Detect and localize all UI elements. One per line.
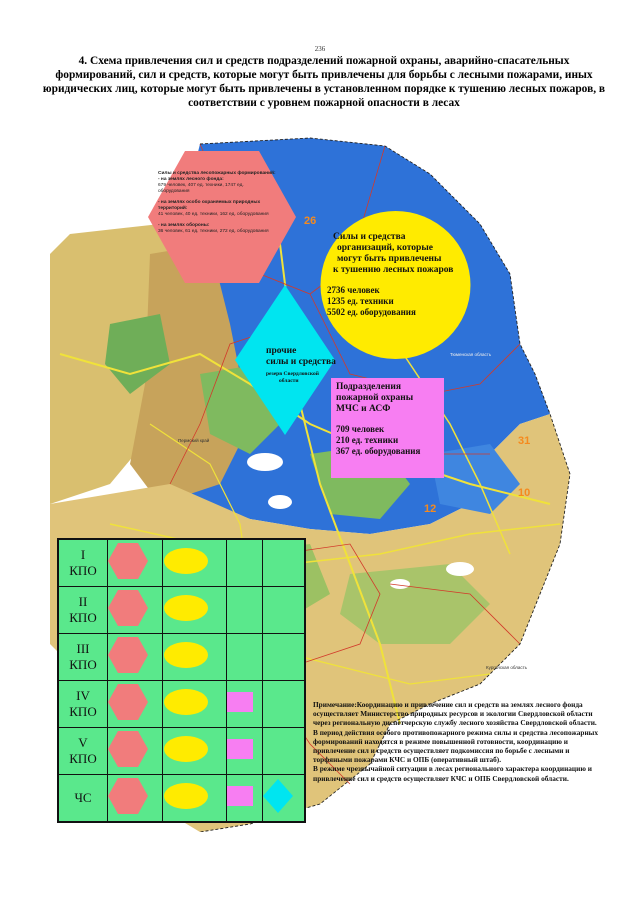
district-number-26: 26 bbox=[304, 215, 317, 227]
legend-level-label: ЧС bbox=[74, 790, 92, 805]
legend-pink-cell bbox=[226, 681, 262, 728]
district-number-31: 31 bbox=[518, 435, 531, 447]
legend-row bbox=[59, 634, 305, 681]
legend-hexagon bbox=[108, 543, 148, 579]
organizations-heading-1: Силы и средства bbox=[333, 232, 406, 242]
note-paragraph-1: Примечание:Координацию и привлечение сил и средств на землях лесного фонда осуществляет Министерство природных ресурсов и экологии Свердловской области через региональную диспетчерскую службу лесного хозяйства Свердловской области. bbox=[313, 700, 597, 728]
legend-level-label: II bbox=[78, 594, 88, 609]
legend-level-suffix: КПО bbox=[69, 704, 97, 719]
legend-row bbox=[59, 587, 305, 634]
legend-level-cell bbox=[59, 540, 108, 587]
region-label-perm: Пермский край bbox=[178, 438, 210, 443]
mchs-vehicles: 210 ед. техники bbox=[336, 435, 399, 445]
forest-fund-values: 679 человек, 407 ед. техники, 1747 ед. оборудования bbox=[158, 183, 244, 194]
legend-ellipse bbox=[163, 641, 209, 669]
protected-areas-heading: - на землях особо охраняемых природных территорий: bbox=[158, 200, 261, 211]
defense-lands-heading: - на землях обороны: bbox=[158, 223, 210, 228]
legend-hex-cell bbox=[108, 540, 163, 587]
legend-level-suffix: КПО bbox=[69, 610, 97, 625]
legend-level-suffix: КПО bbox=[69, 657, 97, 672]
protected-areas-values: 41 человек, 40 ед. техники, 162 ед. оборудования bbox=[158, 212, 269, 217]
other-forces-heading-1: прочие bbox=[266, 346, 297, 356]
legend-ellipse bbox=[163, 688, 209, 716]
legend-row bbox=[59, 681, 305, 728]
district-number-10: 10 bbox=[518, 487, 531, 499]
legend-row bbox=[59, 728, 305, 775]
note-text bbox=[313, 700, 599, 783]
other-forces-sub-1: резерв Свердловской bbox=[266, 371, 319, 377]
legend-ellipse-cell bbox=[163, 775, 226, 822]
legend-level-cell bbox=[59, 634, 108, 681]
legend-hexagon bbox=[108, 637, 148, 673]
page-number: 236 bbox=[314, 45, 326, 53]
legend-level-label: V bbox=[78, 735, 88, 750]
legend-pink-square bbox=[227, 786, 253, 806]
legend-hexagon bbox=[108, 731, 148, 767]
organizations-heading-4: к тушению лесных пожаров bbox=[333, 265, 454, 275]
legend-pink-cell bbox=[226, 634, 262, 681]
organizations-forces-text bbox=[327, 232, 467, 318]
organizations-people: 2736 человек bbox=[327, 285, 380, 295]
mchs-heading-3: МЧС и АСФ bbox=[336, 404, 391, 414]
legend-level-cell bbox=[59, 587, 108, 634]
other-forces-sub-2: области bbox=[279, 378, 299, 384]
mchs-equipment: 367 ед. оборудования bbox=[336, 446, 421, 456]
legend-ellipse bbox=[163, 594, 209, 622]
organizations-heading-3: могут быть привлечены bbox=[337, 254, 442, 264]
legend-pink-cell bbox=[226, 587, 262, 634]
page-title: 4. Схема привлечения сил и средств подразделений пожарной охраны, аварийно-спасательных формирований, сил и средств, которые могут быть привлечены для борьбы с лесными пожарами, иных юридических лиц, которые могут быть привлечены в установленном порядке к тушению лесных пожаров, в соответствии с уровнем пожарной опасности в лесах bbox=[42, 55, 606, 109]
legend-pink-square bbox=[227, 739, 253, 759]
mchs-heading-2: пожарной охраны bbox=[336, 393, 414, 403]
legend-diamond-cell bbox=[263, 775, 305, 822]
legend-row bbox=[59, 775, 305, 822]
legend-diamond bbox=[263, 779, 293, 813]
legend-ellipse-cell bbox=[163, 634, 226, 681]
legend-diamond-cell bbox=[263, 540, 305, 587]
organizations-vehicles: 1235 ед. техники bbox=[327, 296, 394, 306]
note-paragraph-2: В период действия особого противопожарного режима силы и средства лесопожарных формирований находятся в режиме повышенной готовности, координацию и привлечение сил и средств осуществляет подкомиссия по борьбе с лесными и торфяными пожарами КЧС и ОПБ (оперативный штаб). bbox=[313, 727, 598, 765]
legend-pink-cell bbox=[226, 728, 262, 775]
legend-hex-cell bbox=[108, 728, 163, 775]
legend-ellipse-cell bbox=[163, 728, 226, 775]
legend-ellipse-cell bbox=[163, 681, 226, 728]
forest-forces-text bbox=[158, 171, 276, 235]
legend-pink-cell bbox=[226, 775, 262, 822]
legend-level-cell bbox=[59, 681, 108, 728]
legend-level-label: I bbox=[80, 547, 86, 562]
legend-row bbox=[59, 540, 305, 587]
legend-diamond-cell bbox=[263, 728, 305, 775]
legend-ellipse-cell bbox=[163, 587, 226, 634]
legend-diamond-cell bbox=[263, 681, 305, 728]
mchs-forces-text bbox=[336, 382, 446, 457]
legend-level-cell bbox=[59, 728, 108, 775]
legend-table bbox=[58, 539, 305, 822]
mchs-heading-1: Подразделения bbox=[336, 382, 402, 392]
legend-pink-cell bbox=[226, 540, 262, 587]
district-number-12: 12 bbox=[424, 503, 437, 515]
legend-hexagon bbox=[108, 590, 148, 626]
legend-ellipse bbox=[163, 782, 209, 810]
legend-hex-cell bbox=[108, 587, 163, 634]
legend-pink-square bbox=[227, 692, 253, 712]
forest-fund-heading: - на землях лесного фонда: bbox=[158, 177, 224, 182]
legend-level-cell bbox=[59, 775, 108, 822]
legend-ellipse bbox=[163, 547, 209, 575]
legend-level-label: IV bbox=[76, 688, 90, 703]
legend-ellipse bbox=[163, 735, 209, 763]
legend-hex-cell bbox=[108, 681, 163, 728]
region-label-kurgan: Курганская область bbox=[486, 665, 528, 670]
organizations-heading-2: организаций, которые bbox=[337, 243, 433, 253]
legend-level-suffix: КПО bbox=[69, 563, 97, 578]
fire-danger-legend bbox=[57, 538, 306, 823]
legend-diamond-cell bbox=[263, 634, 305, 681]
legend-hexagon bbox=[108, 778, 148, 814]
other-forces-heading-2: силы и средства bbox=[266, 357, 336, 367]
legend-hex-cell bbox=[108, 775, 163, 822]
legend-hexagon bbox=[108, 684, 148, 720]
legend-level-suffix: КПО bbox=[69, 751, 97, 766]
legend-hex-cell bbox=[108, 634, 163, 681]
defense-lands-values: 36 человек, 61 ед. техники, 272 ед. оборудования bbox=[158, 229, 269, 234]
legend-diamond-cell bbox=[263, 587, 305, 634]
note-paragraph-3: В режиме чрезвычайной ситуации в лесах регионального характера координацию и привлечение сил и средств осуществляет КЧС и ОПБ Свердловской области. bbox=[313, 764, 592, 783]
legend-level-label: III bbox=[76, 641, 90, 656]
forest-forces-heading: Силы и средства лесопожарных формирований: bbox=[158, 171, 276, 176]
mchs-people: 709 человек bbox=[336, 424, 385, 434]
region-label-tyumen: Тюменская область bbox=[450, 352, 492, 357]
legend-ellipse-cell bbox=[163, 540, 226, 587]
organizations-equipment: 5502 ед. оборудования bbox=[327, 307, 416, 317]
